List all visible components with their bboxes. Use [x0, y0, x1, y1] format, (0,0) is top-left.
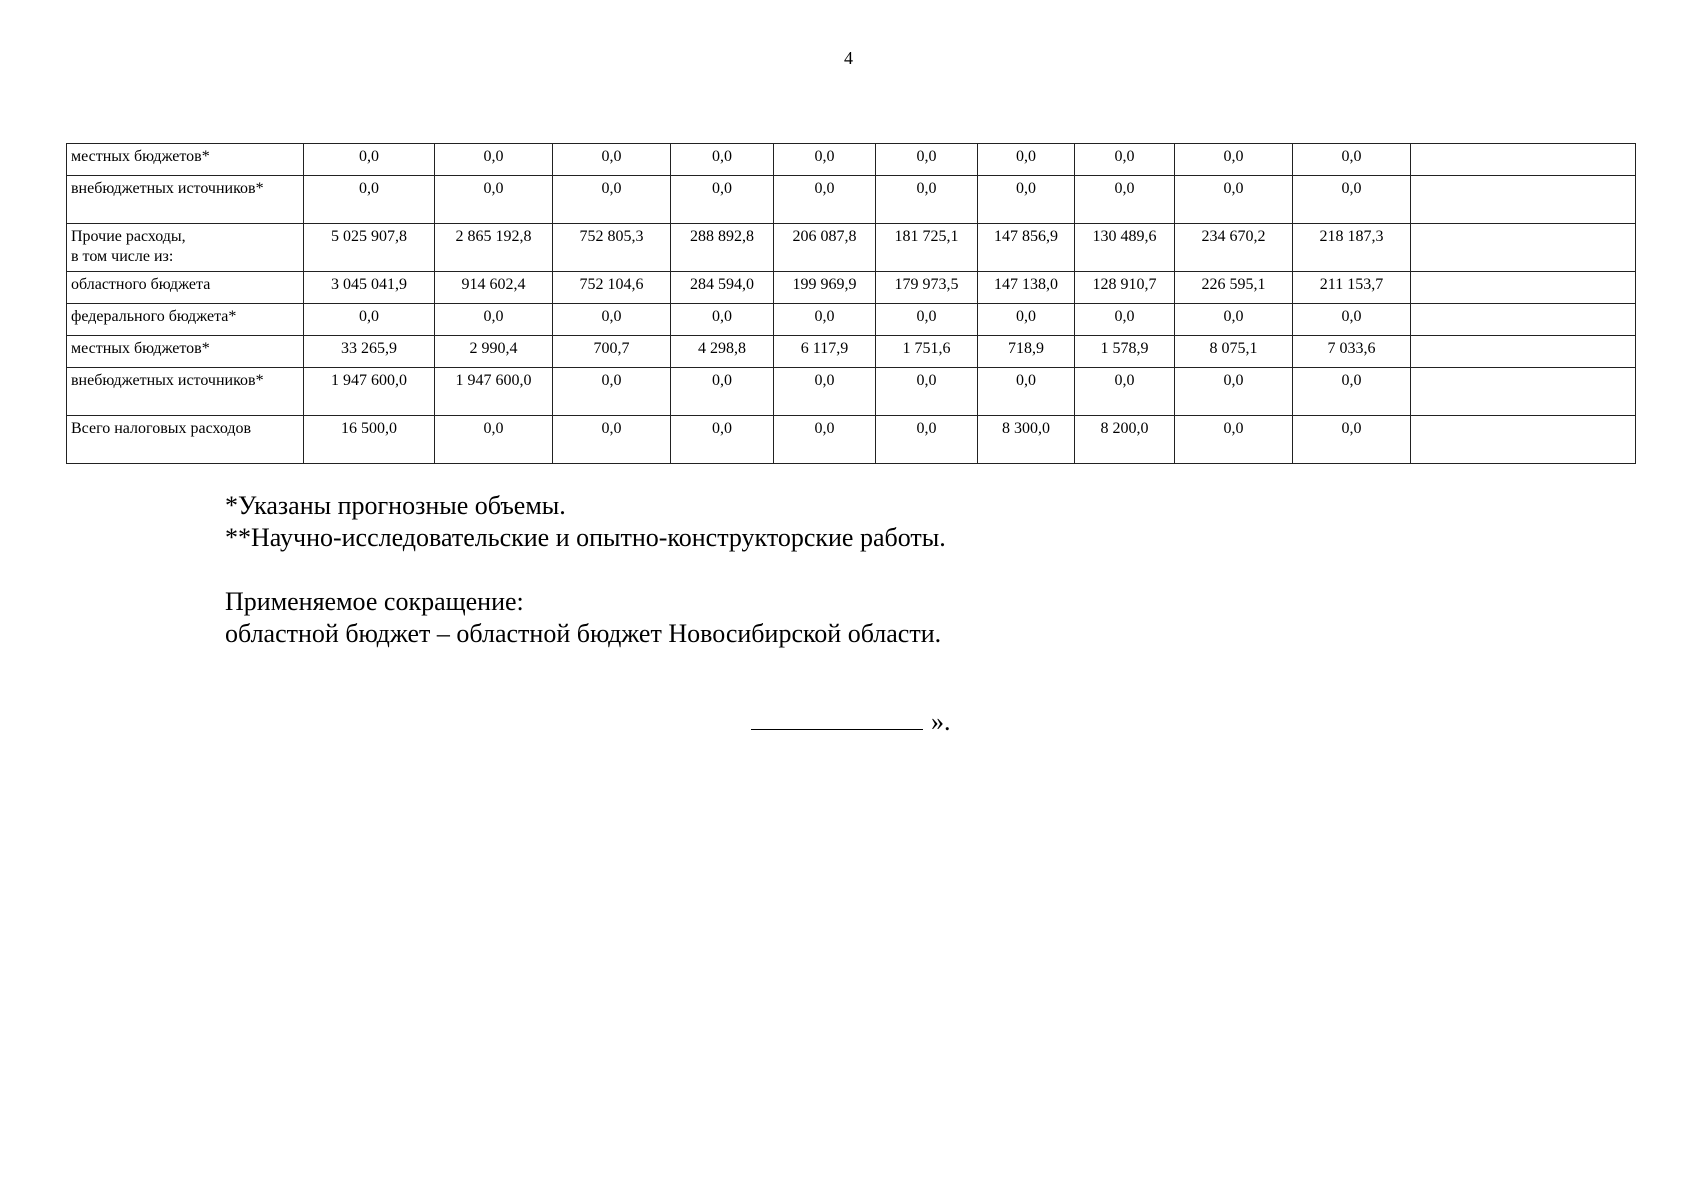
table-cell: 0,0 — [435, 176, 553, 224]
table-cell: 7 033,6 — [1293, 336, 1411, 368]
table-cell: 0,0 — [774, 416, 876, 464]
table-cell: 0,0 — [774, 144, 876, 176]
table-cell: 0,0 — [876, 176, 978, 224]
table-cell: 0,0 — [1175, 144, 1293, 176]
table-cell: 0,0 — [671, 416, 774, 464]
table-cell — [1411, 336, 1636, 368]
table-cell: 218 187,3 — [1293, 224, 1411, 272]
table-cell: 181 725,1 — [876, 224, 978, 272]
table-cell: 0,0 — [553, 416, 671, 464]
table-cell: 3 045 041,9 — [304, 272, 435, 304]
table-cell: 0,0 — [978, 304, 1075, 336]
table-cell: 2 865 192,8 — [435, 224, 553, 272]
table-cell: 147 138,0 — [978, 272, 1075, 304]
table-cell: 0,0 — [435, 144, 553, 176]
table-cell: 211 153,7 — [1293, 272, 1411, 304]
table-cell: 199 969,9 — [774, 272, 876, 304]
table-cell: 0,0 — [304, 304, 435, 336]
table-cell: 752 104,6 — [553, 272, 671, 304]
signature-line — [751, 707, 923, 730]
table-cell: 0,0 — [553, 144, 671, 176]
row-label: федерального бюджета* — [67, 304, 304, 336]
table-cell: 0,0 — [1075, 304, 1175, 336]
table-cell — [1411, 224, 1636, 272]
table-cell: 1 947 600,0 — [304, 368, 435, 416]
table-cell: 179 973,5 — [876, 272, 978, 304]
table-cell: 2 990,4 — [435, 336, 553, 368]
closing-quote: ». — [931, 707, 951, 736]
page-number: 4 — [844, 48, 853, 68]
table-cell: 0,0 — [1293, 304, 1411, 336]
table-cell: 0,0 — [671, 304, 774, 336]
table-row — [67, 224, 1636, 272]
table-cell: 0,0 — [671, 144, 774, 176]
table-cell: 234 670,2 — [1175, 224, 1293, 272]
spacer — [225, 554, 946, 586]
table-cell: 914 602,4 — [435, 272, 553, 304]
table-cell: 0,0 — [435, 416, 553, 464]
table-row — [67, 416, 1636, 464]
table-cell: 0,0 — [671, 176, 774, 224]
table-cell: 0,0 — [553, 176, 671, 224]
table-cell: 0,0 — [553, 304, 671, 336]
table-cell: 0,0 — [978, 176, 1075, 224]
table-cell: 0,0 — [774, 304, 876, 336]
table-cell: 1 947 600,0 — [435, 368, 553, 416]
row-label: Прочие расходы, в том числе из: — [67, 224, 304, 272]
table-cell: 0,0 — [671, 368, 774, 416]
table-cell: 0,0 — [1075, 176, 1175, 224]
table-cell: 0,0 — [876, 416, 978, 464]
row-label: внебюджетных источников* — [67, 368, 304, 416]
table-cell — [1411, 416, 1636, 464]
table-row — [67, 304, 1636, 336]
table-cell: 284 594,0 — [671, 272, 774, 304]
table-row — [67, 176, 1636, 224]
table-cell: 16 500,0 — [304, 416, 435, 464]
table-cell: 0,0 — [876, 144, 978, 176]
table-cell: 0,0 — [1075, 368, 1175, 416]
table-cell: 0,0 — [774, 176, 876, 224]
table-cell — [1411, 368, 1636, 416]
footnote-rnd: **Научно-исследовательские и опытно-конструкторские работы. — [225, 523, 946, 552]
table-cell: 0,0 — [978, 368, 1075, 416]
table-cell: 147 856,9 — [978, 224, 1075, 272]
table-cell: 0,0 — [1293, 416, 1411, 464]
closing-mark-block — [751, 706, 951, 738]
table-cell: 0,0 — [304, 144, 435, 176]
table-cell: 1 751,6 — [876, 336, 978, 368]
abbreviation-definition: областной бюджет – областной бюджет Новосибирской области. — [225, 619, 942, 648]
table-cell: 752 805,3 — [553, 224, 671, 272]
table-cell: 8 200,0 — [1075, 416, 1175, 464]
table-row — [67, 144, 1636, 176]
table-cell: 718,9 — [978, 336, 1075, 368]
table-cell: 0,0 — [978, 144, 1075, 176]
table-cell: 0,0 — [1175, 368, 1293, 416]
table-cell: 0,0 — [876, 368, 978, 416]
table-row — [67, 272, 1636, 304]
table-cell: 0,0 — [304, 176, 435, 224]
table-cell: 700,7 — [553, 336, 671, 368]
table-cell: 6 117,9 — [774, 336, 876, 368]
table-cell: 5 025 907,8 — [304, 224, 435, 272]
budget-table — [66, 143, 1636, 464]
table-cell: 128 910,7 — [1075, 272, 1175, 304]
table-cell: 8 300,0 — [978, 416, 1075, 464]
footnote-forecast: *Указаны прогнозные объемы. — [225, 491, 566, 520]
row-label: местных бюджетов* — [67, 144, 304, 176]
table-cell: 0,0 — [1175, 176, 1293, 224]
table-cell: 0,0 — [1293, 144, 1411, 176]
table-cell: 0,0 — [1293, 368, 1411, 416]
table-cell: 0,0 — [553, 368, 671, 416]
table-cell — [1411, 272, 1636, 304]
table-cell — [1411, 144, 1636, 176]
table-cell: 130 489,6 — [1075, 224, 1175, 272]
table-cell: 226 595,1 — [1175, 272, 1293, 304]
table-cell: 0,0 — [876, 304, 978, 336]
table-cell: 33 265,9 — [304, 336, 435, 368]
row-label: внебюджетных источников* — [67, 176, 304, 224]
row-label: областного бюджета — [67, 272, 304, 304]
table-row — [67, 368, 1636, 416]
table-cell: 0,0 — [1175, 304, 1293, 336]
table-cell: 0,0 — [1075, 144, 1175, 176]
table-cell: 1 578,9 — [1075, 336, 1175, 368]
table-cell: 4 298,8 — [671, 336, 774, 368]
table-row — [67, 336, 1636, 368]
table-cell: 0,0 — [1293, 176, 1411, 224]
row-label: Всего налоговых расходов — [67, 416, 304, 464]
table-cell — [1411, 176, 1636, 224]
table-cell: 8 075,1 — [1175, 336, 1293, 368]
row-label: местных бюджетов* — [67, 336, 304, 368]
table-cell: 288 892,8 — [671, 224, 774, 272]
table-cell: 0,0 — [435, 304, 553, 336]
abbreviation-title: Применяемое сокращение: — [225, 587, 524, 616]
table-cell: 0,0 — [1175, 416, 1293, 464]
table-cell: 0,0 — [774, 368, 876, 416]
budget-table-body — [67, 144, 1636, 464]
table-cell — [1411, 304, 1636, 336]
table-cell: 206 087,8 — [774, 224, 876, 272]
footnotes — [225, 490, 946, 650]
